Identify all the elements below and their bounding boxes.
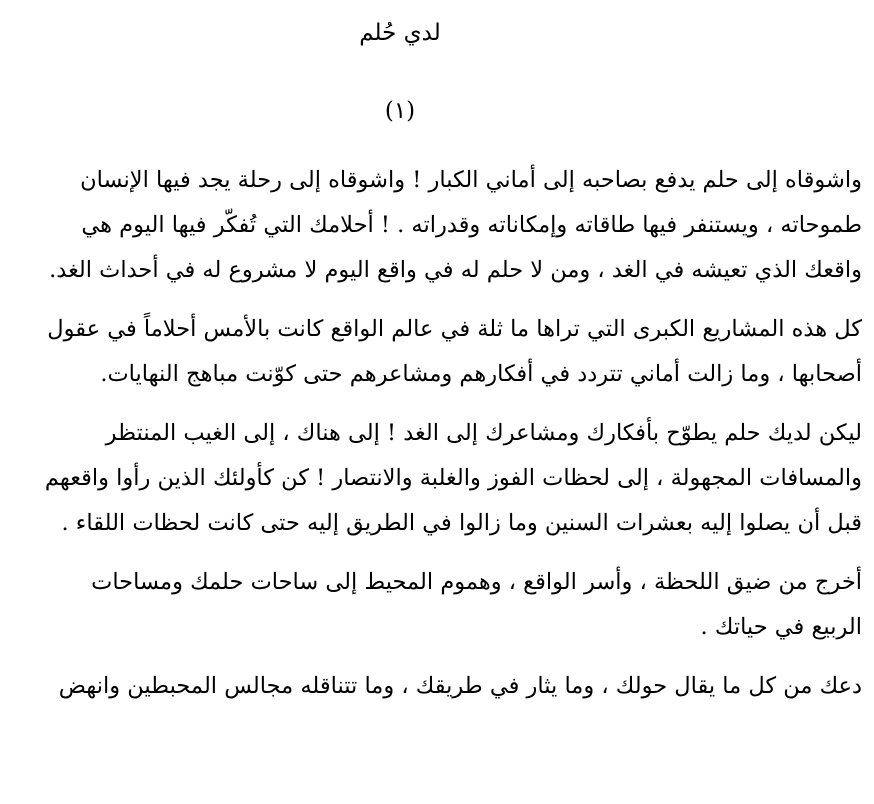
text-line: كل هذه المشاريع الكبرى التي تراها ما ثلة في عالم الواقع كانت بالأمس أحلاماً في عقول (47, 316, 862, 342)
text-line: قبل أن يصلوا إليه بعشرات السنين وما زالوا في الطريق إليه حتى كانت لحظات اللقاء . (61, 510, 862, 536)
paragraph (18, 411, 862, 546)
text-line: طموحاته ، ويستنفر فيها طاقاته وإمكاناته وقدراته . ! أحلامك التي تُفكّر فيها اليوم هي (81, 212, 862, 238)
text-line: والمسافات المجهولة ، إلى لحظات الفوز والغلبة والانتصار ! كن كأولئك الذين رأوا واقعهم (44, 465, 862, 491)
text-line: واشوقاه إلى حلم يدفع بصاحبه إلى أماني الكبار ! واشوقاه إلى رحلة يجد فيها الإنسان (80, 167, 862, 193)
paragraph (18, 664, 862, 709)
paragraph (18, 560, 862, 650)
paragraph (18, 307, 862, 397)
text-line: أصحابها ، وما زالت أماني تتردد في أفكارهم ومشاعرهم حتى كوّنت مباهج النهايات. (100, 361, 862, 387)
text-line: ليكن لديك حلم يطوّح بأفكارك ومشاعرك إلى الغد ! إلى هناك ، إلى الغيب المنتظر (105, 420, 862, 446)
text-line: أخرج من ضيق اللحظة ، وأسر الواقع ، وهموم المحيط إلى ساحات حلمك ومساحات (91, 569, 862, 595)
text-line: الربيع في حياتك . (700, 614, 862, 640)
section-number: (١) (384, 98, 416, 124)
document-title: لدي حُلم (359, 20, 441, 46)
text-line: واقعك الذي تعيشه في الغد ، ومن لا حلم له في واقع اليوم لا مشروع له في أحداث الغد. (49, 257, 862, 283)
paragraph (18, 158, 862, 293)
text-line: دعك من كل ما يقال حولك ، وما يثار في طريقك ، وما تتناقله مجالس المحبطين وانهض (58, 673, 862, 699)
document-body (18, 158, 862, 723)
